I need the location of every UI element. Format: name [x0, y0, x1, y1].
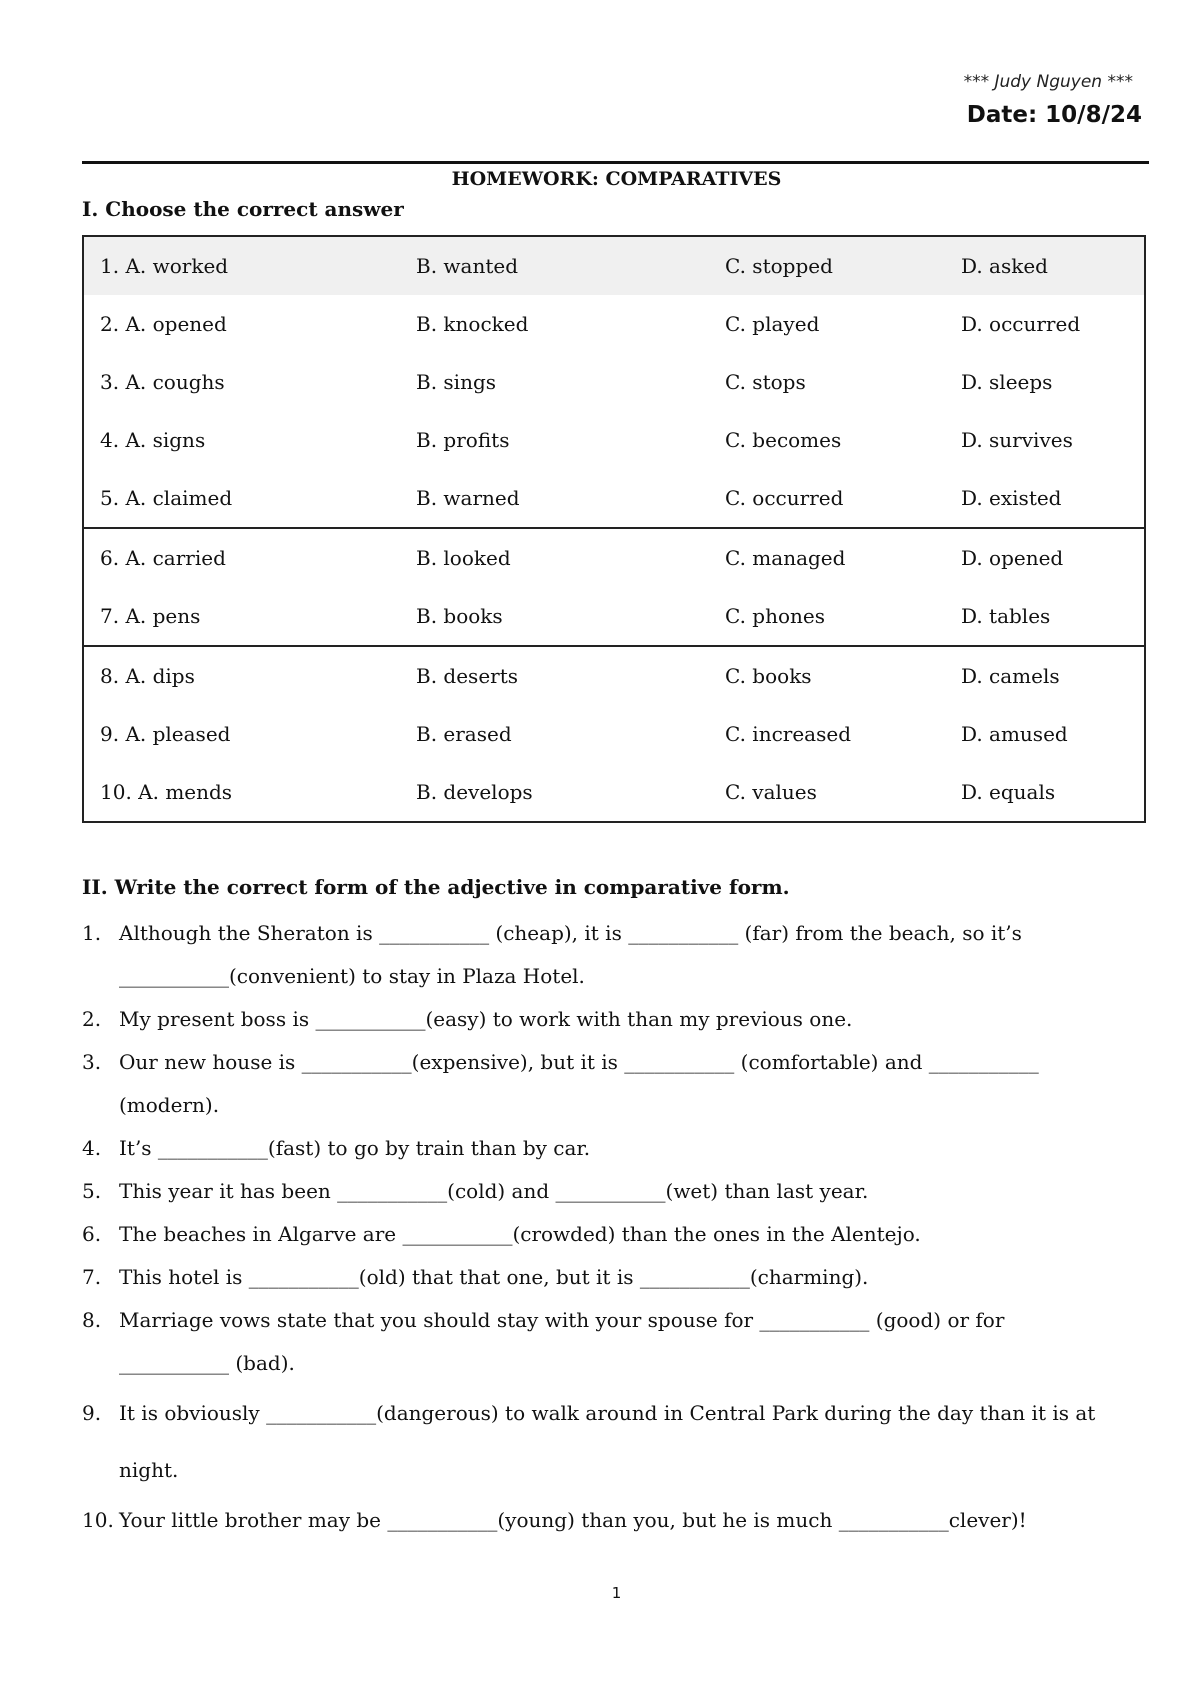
option-c: C. books — [709, 646, 945, 705]
option-d: D. sleeps — [961, 370, 1053, 394]
option-d: D. opened — [945, 528, 1145, 587]
item-line: This year it has been ___________(cold) and ___________(wet) than last year. — [119, 1179, 869, 1203]
item-number: 2. — [82, 1007, 102, 1031]
item-line: The beaches in Algarve are ___________(crowded) than the ones in the Alentejo. — [119, 1222, 921, 1246]
option-d: D. asked — [945, 236, 1145, 295]
item-number: 1. — [82, 921, 102, 945]
option-a: 10. A. mends — [100, 780, 233, 804]
option-b: B. develops — [416, 780, 533, 804]
header-author: *** Judy Nguyen *** — [963, 72, 1133, 92]
option-b: B. books — [416, 604, 503, 628]
option-b: B. erased — [416, 722, 512, 746]
option-d: D. tables — [961, 604, 1051, 628]
table-row — [83, 587, 1145, 646]
option-a: 2. A. opened — [100, 312, 227, 336]
item-line: My present boss is ___________(easy) to work with than my previous one. — [119, 1007, 853, 1031]
list-item — [82, 1256, 1162, 1299]
item-number: 5. — [82, 1179, 102, 1203]
option-c: C. phones — [725, 604, 826, 628]
option-a: 7. A. pens — [100, 604, 201, 628]
option-c: C. becomes — [725, 428, 842, 452]
option-d: D. existed — [961, 486, 1062, 510]
section-2-heading: II. Write the correct form of the adjective in comparative form. — [82, 875, 790, 899]
item-line: (modern). — [119, 1093, 220, 1117]
table-row — [83, 646, 1145, 705]
option-b: B. warned — [416, 486, 520, 510]
list-item — [82, 998, 1162, 1041]
option-d: D. occurred — [961, 312, 1081, 336]
table-row — [83, 236, 1145, 295]
list-item — [82, 1299, 1162, 1385]
option-d: D. amused — [961, 722, 1068, 746]
list-item — [82, 1385, 1162, 1499]
item-line: Your little brother may be ___________(young) than you, but he is much ___________clever)! — [119, 1508, 1027, 1532]
exercise-list — [82, 912, 1162, 1542]
option-a: 1. A. worked — [83, 236, 400, 295]
option-a: 8. A. dips — [83, 646, 400, 705]
option-c: C. increased — [725, 722, 852, 746]
option-b: B. deserts — [400, 646, 709, 705]
option-a: 5. A. claimed — [100, 486, 233, 510]
answer-choices-table — [82, 235, 1146, 823]
item-line: Our new house is ___________(expensive), but it is ___________ (comfortable) and ___________ — [119, 1050, 1039, 1074]
option-a: 3. A. coughs — [100, 370, 225, 394]
item-number: 4. — [82, 1136, 102, 1160]
item-line: Marriage vows state that you should stay with your spouse for ___________ (good) or for — [119, 1308, 1005, 1332]
table-row — [83, 469, 1145, 528]
option-c: C. managed — [709, 528, 945, 587]
option-b: B. wanted — [400, 236, 709, 295]
list-item — [82, 1127, 1162, 1170]
item-number: 10. — [82, 1508, 114, 1532]
option-a: 6. A. carried — [83, 528, 400, 587]
item-line: It is obviously ___________(dangerous) to walk around in Central Park during the day than it is at — [119, 1401, 1096, 1425]
item-line: ___________(convenient) to stay in Plaza Hotel. — [119, 964, 585, 988]
list-item — [82, 1213, 1162, 1256]
item-line: Although the Sheraton is ___________ (cheap), it is ___________ (far) from the beach, so it’s — [119, 921, 1022, 945]
option-a: 9. A. pleased — [100, 722, 231, 746]
option-c: C. stopped — [709, 236, 945, 295]
option-c: C. occurred — [725, 486, 844, 510]
item-line: ___________ (bad). — [119, 1351, 295, 1375]
list-item — [82, 912, 1162, 998]
table-row — [83, 763, 1145, 822]
item-number: 7. — [82, 1265, 102, 1289]
option-d: D. survives — [961, 428, 1073, 452]
list-item — [82, 1170, 1162, 1213]
item-line: It’s ___________(fast) to go by train than by car. — [119, 1136, 591, 1160]
option-b: B. profits — [416, 428, 510, 452]
option-a: 4. A. signs — [100, 428, 206, 452]
option-c: C. values — [725, 780, 817, 804]
table-row — [83, 353, 1145, 411]
item-line: This hotel is ___________(old) that that one, but it is ___________(charming). — [119, 1265, 869, 1289]
table-row — [83, 528, 1145, 587]
item-number: 8. — [82, 1308, 102, 1332]
page-title: HOMEWORK: COMPARATIVES — [451, 168, 782, 190]
section-1-heading: I. Choose the correct answer — [82, 197, 404, 221]
option-b: B. looked — [400, 528, 709, 587]
list-item — [82, 1041, 1162, 1127]
item-number: 6. — [82, 1222, 102, 1246]
table-row — [83, 705, 1145, 763]
option-b: B. sings — [416, 370, 497, 394]
list-item — [82, 1499, 1162, 1542]
option-c: C. stops — [725, 370, 806, 394]
option-d: D. equals — [961, 780, 1056, 804]
horizontal-rule — [82, 161, 1149, 164]
table-row — [83, 295, 1145, 353]
item-number: 9. — [82, 1401, 102, 1425]
header-date: Date: 10/8/24 — [966, 102, 1142, 128]
option-b: B. knocked — [416, 312, 529, 336]
item-line: night. — [119, 1458, 179, 1482]
table-row — [83, 411, 1145, 469]
option-c: C. played — [725, 312, 820, 336]
item-number: 3. — [82, 1050, 102, 1074]
option-d: D. camels — [945, 646, 1145, 705]
page-number: 1 — [611, 1584, 622, 1602]
